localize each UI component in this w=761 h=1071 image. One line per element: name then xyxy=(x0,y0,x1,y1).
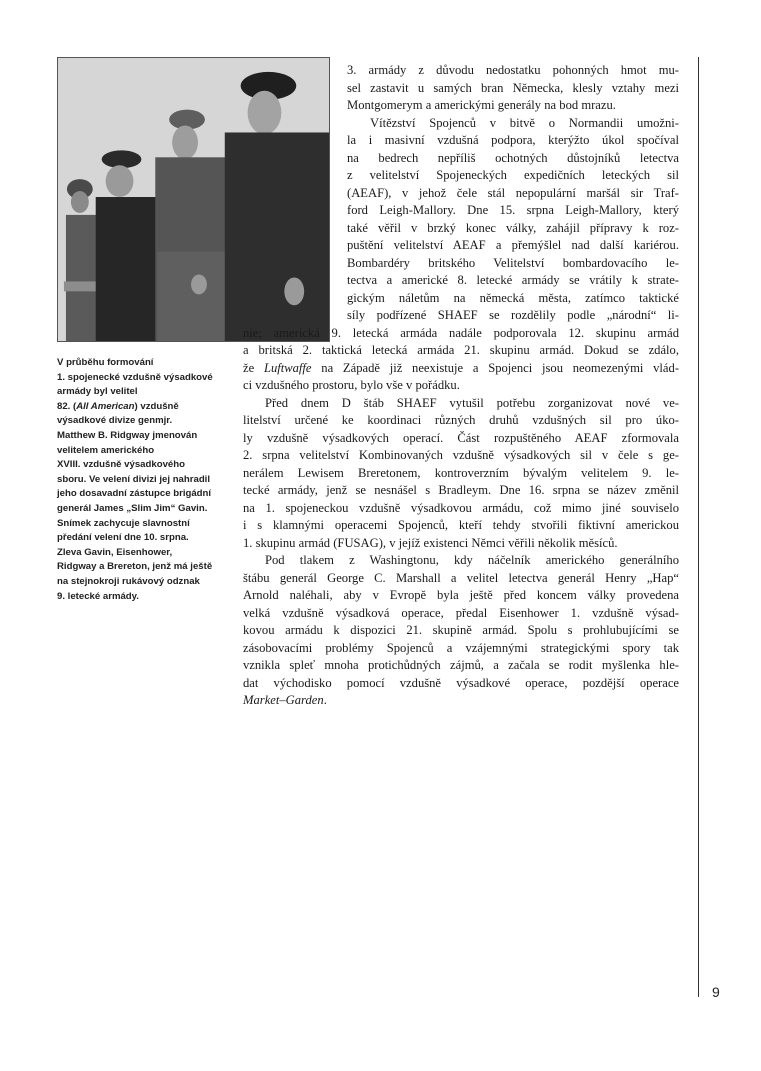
caption-italic-text: All American xyxy=(76,400,135,412)
body-line: Před dnem D štáb SHAEF vytušil potřebu zorganizovat nové ve- xyxy=(265,396,679,410)
caption-line: 1. spojenecké vzdušně výsadkové xyxy=(57,371,213,383)
body-line: velká vzdušně výsadková operace, předal Eisenhower 1. vzdušně výsad- xyxy=(243,606,679,620)
caption-line: předání velení dne 10. srpna. xyxy=(57,532,189,544)
margin-rule xyxy=(698,57,699,997)
body-line: 3. armády z důvodu nedostatku pohonných hmot mu- xyxy=(347,63,679,77)
caption-text: 82. ( xyxy=(57,400,77,412)
photo-caption xyxy=(57,356,232,604)
body-line: (AEAF), v jehož čele stál nepopulární maršál sir Traf- xyxy=(347,186,679,200)
caption-line: generál James „Slim Jim“ Gavin. xyxy=(57,502,208,514)
body-line: Arnold naléhali, aby v Evropě byla ještě před koncem války provedena xyxy=(243,588,679,602)
body-italic-text: Market–Garden xyxy=(243,693,324,707)
caption-line: 9. letecké armády. xyxy=(57,590,139,602)
body-line: tecké armády, jenž se nesnášel s Bradleym. Dne 16. srpna se název změnil xyxy=(243,483,679,497)
body-line xyxy=(243,692,679,709)
body-line: gickým náletům na německá města, zatímco taktické xyxy=(347,291,679,305)
caption-line: armády byl velitel xyxy=(57,386,138,398)
body-italic-text: Luftwaffe xyxy=(263,361,312,375)
body-line: Vítězství Spojenců v bitvě o Normandii umožni- xyxy=(370,116,679,130)
caption-line: jeho dosavadní zástupce brigádní xyxy=(57,488,212,500)
body-line: dat východisko pomocí vzdušně výsadkové operace, pozdější operace xyxy=(243,676,679,690)
caption-line: velitelem amerického xyxy=(57,444,155,456)
caption-text: ) vzdušně xyxy=(134,400,179,412)
caption-line: výsadkové divize genmjr. xyxy=(57,415,173,427)
body-line: štábu generál George C. Marshall a velitel letectva generál Henry „Hap“ xyxy=(243,571,679,585)
photo-illustration xyxy=(58,58,329,341)
body-line: a britská 2. taktická letecká armáda 21. skupinu armád. Dokud se zdálo, xyxy=(243,343,679,357)
caption-line: Matthew B. Ridgway jmenován xyxy=(57,429,198,441)
body-line: nie; americká 9. letecká armáda nadále podporovala 12. skupinu armád xyxy=(243,326,679,340)
body-line: kovou armádu k dispozici 21. skupině armád. Spolu s prohlubujícími se xyxy=(243,623,679,637)
body-line: ci vzdušného prostoru, bylo vše v pořádku. xyxy=(243,378,460,392)
body-line: Montgomerym a americkými generály na bod mrazu. xyxy=(347,98,616,112)
page-number: 9 xyxy=(712,984,720,1000)
body-line: z velitelství Spojeneckých expedičních leteckých sil xyxy=(347,168,679,182)
historical-photo xyxy=(57,57,330,342)
body-line: zásobovacími problémy Spojenců a vzájemnými strategickými spory tak xyxy=(243,641,679,655)
caption-line: Snímek zachycuje slavnostní xyxy=(57,517,190,529)
body-line: tectva a americké 8. letecké armády se vrátily k strate- xyxy=(347,273,679,287)
body-line: Bombardéry britského Velitelství bombardovacího le- xyxy=(347,256,679,270)
body-line: ly vzdušně výsadkových operací. Část rozpuštěného AEAF zformovala xyxy=(243,431,679,445)
body-text-span: . xyxy=(323,693,327,707)
caption-line: sboru. Ve velení divizi jej nahradil xyxy=(57,473,211,485)
caption-line xyxy=(57,400,232,415)
caption-line: XVIII. vzdušně výsadkového xyxy=(57,459,185,471)
caption-line: V průběhu formování xyxy=(57,357,154,368)
body-line: nerálem Lewisem Breretonem, kontroverzním bývalým velitelem 9. le- xyxy=(243,466,679,480)
body-line: Pod tlakem z Washingtonu, kdy náčelník amerického generálního xyxy=(265,553,679,567)
body-line: na bedrech nepříliš ochotných důstojníků letectva xyxy=(347,151,679,165)
caption-line: Zleva Gavin, Eisenhower, xyxy=(57,546,173,558)
body-line: na 1. spojeneckou vzdušně výsadkovou armádu, což mimo jiné souviselo xyxy=(243,501,679,515)
body-line: puštění velitelství AEAF a přemýšlel nad další kariérou. xyxy=(347,238,679,252)
body-line: 1. skupinu armád (FUSAG), v jejíž existenci Němci věřili několik měsíců. xyxy=(243,536,618,550)
caption-line: Ridgway a Brereton, jenž má ještě xyxy=(57,561,213,573)
body-line: sel zastavit u samých bran Německa, klesly vztahy mezi xyxy=(347,81,679,95)
body-line: vznikla spleť mnoha protichůdných zájmů, a začala se rodit myšlenka hle- xyxy=(243,658,679,672)
body-line: la i masivní vzdušná podpora, kterýžto úkol spočíval xyxy=(347,133,679,147)
body-line: i s klamnými operacemi Spojenců, kteří tehdy stvořili fiktivní americkou xyxy=(243,518,679,532)
body-line: síly podřízené SHAEF se rozdělily podle „národní“ li- xyxy=(347,308,679,322)
body-line: litelství určené ke koordinaci různých druhů vzdušných sil pro úko- xyxy=(243,413,679,427)
body-line: ford Leigh-Mallory. Dne 15. srpna Leigh-Mallory, který xyxy=(347,203,679,217)
body-line: také věřil v brzký konec války, zahájil přípravy k roz- xyxy=(347,221,679,235)
caption-line: na stejnokroji rukávový odznak xyxy=(57,575,200,587)
body-text-span: na Západě již neexistuje a Spojenci jsou neomezenými vlád- xyxy=(311,361,680,375)
body-line xyxy=(243,360,679,377)
body-line: 2. srpna velitelství Kombinovaných vzdušně výsadkových sil v čele s ge- xyxy=(243,448,679,462)
body-text-span: že xyxy=(243,361,264,375)
